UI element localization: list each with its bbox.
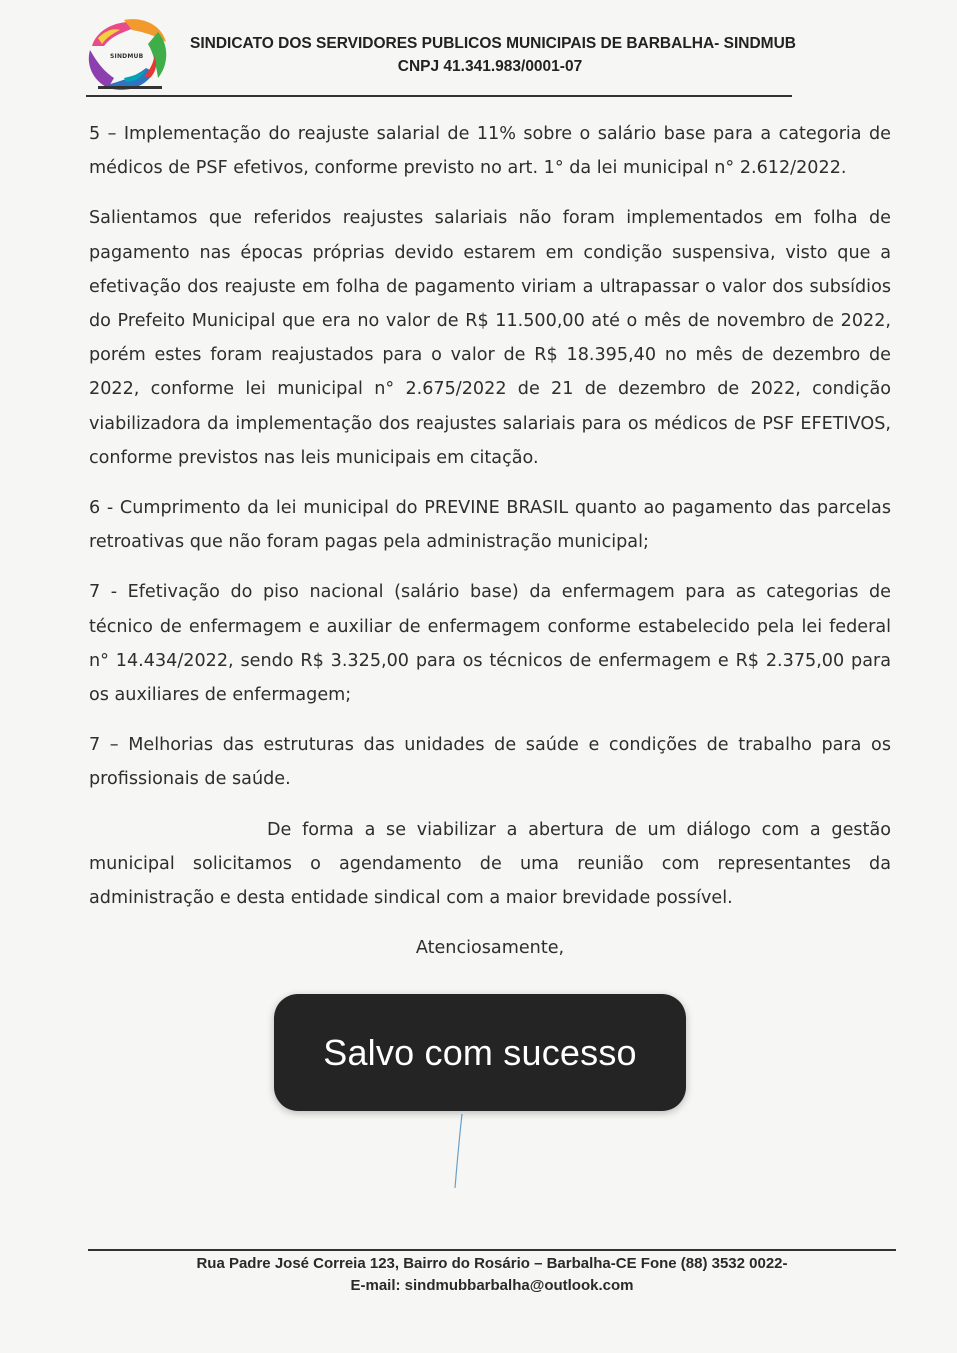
paragraph-item-6: 6 - Cumprimento da lei municipal do PREVINE BRASIL quanto ao pagamento das parcelas retroativas que não foram pagas pela administração municipal;: [89, 498, 891, 553]
logo-text: SINDMUB: [110, 53, 144, 60]
paragraph-request: De forma a se viabilizar a abertura de um diálogo com a gestão municipal solicitamos o agendamento de uma reunião com representantes da administração e desta entidade sindical com a maior brevidade possível.: [89, 819, 891, 909]
footer-email: E-mail: sindmubbarbalha@outlook.com: [350, 1277, 634, 1294]
letter-body: [89, 117, 891, 981]
paragraph-item-7-infrastructure: 7 – Melhorias das estruturas das unidades de saúde e condições de trabalho para os profissionais de saúde.: [89, 735, 891, 790]
paragraph-item-5: 5 – Implementação do reajuste salarial de 11% sobre o salário base para a categoria de médicos de PSF efetivos, conforme previsto no art. 1° da lei municipal n° 2.612/2022.: [89, 124, 891, 179]
success-toast: [274, 994, 686, 1111]
union-cnpj: CNPJ 41.341.983/0001-07: [397, 58, 583, 75]
footer-divider: [88, 1249, 896, 1251]
signature-stroke: [452, 1112, 464, 1190]
union-name: SINDICATO DOS SERVIDORES PUBLICOS MUNICIPAIS DE BARBALHA- SINDMUB: [190, 35, 796, 52]
footer-address: Rua Padre José Correia 123, Bairro do Rosário – Barbalha-CE Fone (88) 3532 0022-: [196, 1255, 788, 1272]
sindmub-logo: [84, 16, 172, 96]
header-divider: [86, 95, 792, 97]
paragraph-justification: Salientamos que referidos reajustes salariais não foram implementados em folha de pagamento nas épocas próprias devido estarem em condição suspensiva, visto que a efetivação dos reajuste em folha de pagamento viriam a ultrapassar o valor dos subsídios do Prefeito Municipal que era no valor de R$ 11.500,00 até o mês de novembro de 2022, porém estes foram reajustados para o valor de R$ 18.395,40 no mês de dezembro de 2022, conforme lei municipal n° 2.675/2022 de 21 de dezembro de 2022, condição viabilizadora da implementação dos reajustes salariais para os médicos de PSF EFETIVOS, conforme previstos nas leis municipais em citação.: [89, 208, 891, 468]
letterhead: [84, 16, 794, 98]
toast-message: Salvo com sucesso: [323, 1031, 637, 1073]
closing-salutation: Atenciosamente,: [415, 938, 565, 959]
paragraph-item-7-nursing: 7 - Efetivação do piso nacional (salário base) da enfermagem para as categorias de técnico de enfermagem e auxiliar de enfermagem conforme estabelecido pela lei federal n° 14.434/2022, sendo R$ 3.325,00 para os técnicos de enfermagem e R$ 2.375,00 para os auxiliares de enfermagem;: [89, 582, 891, 706]
